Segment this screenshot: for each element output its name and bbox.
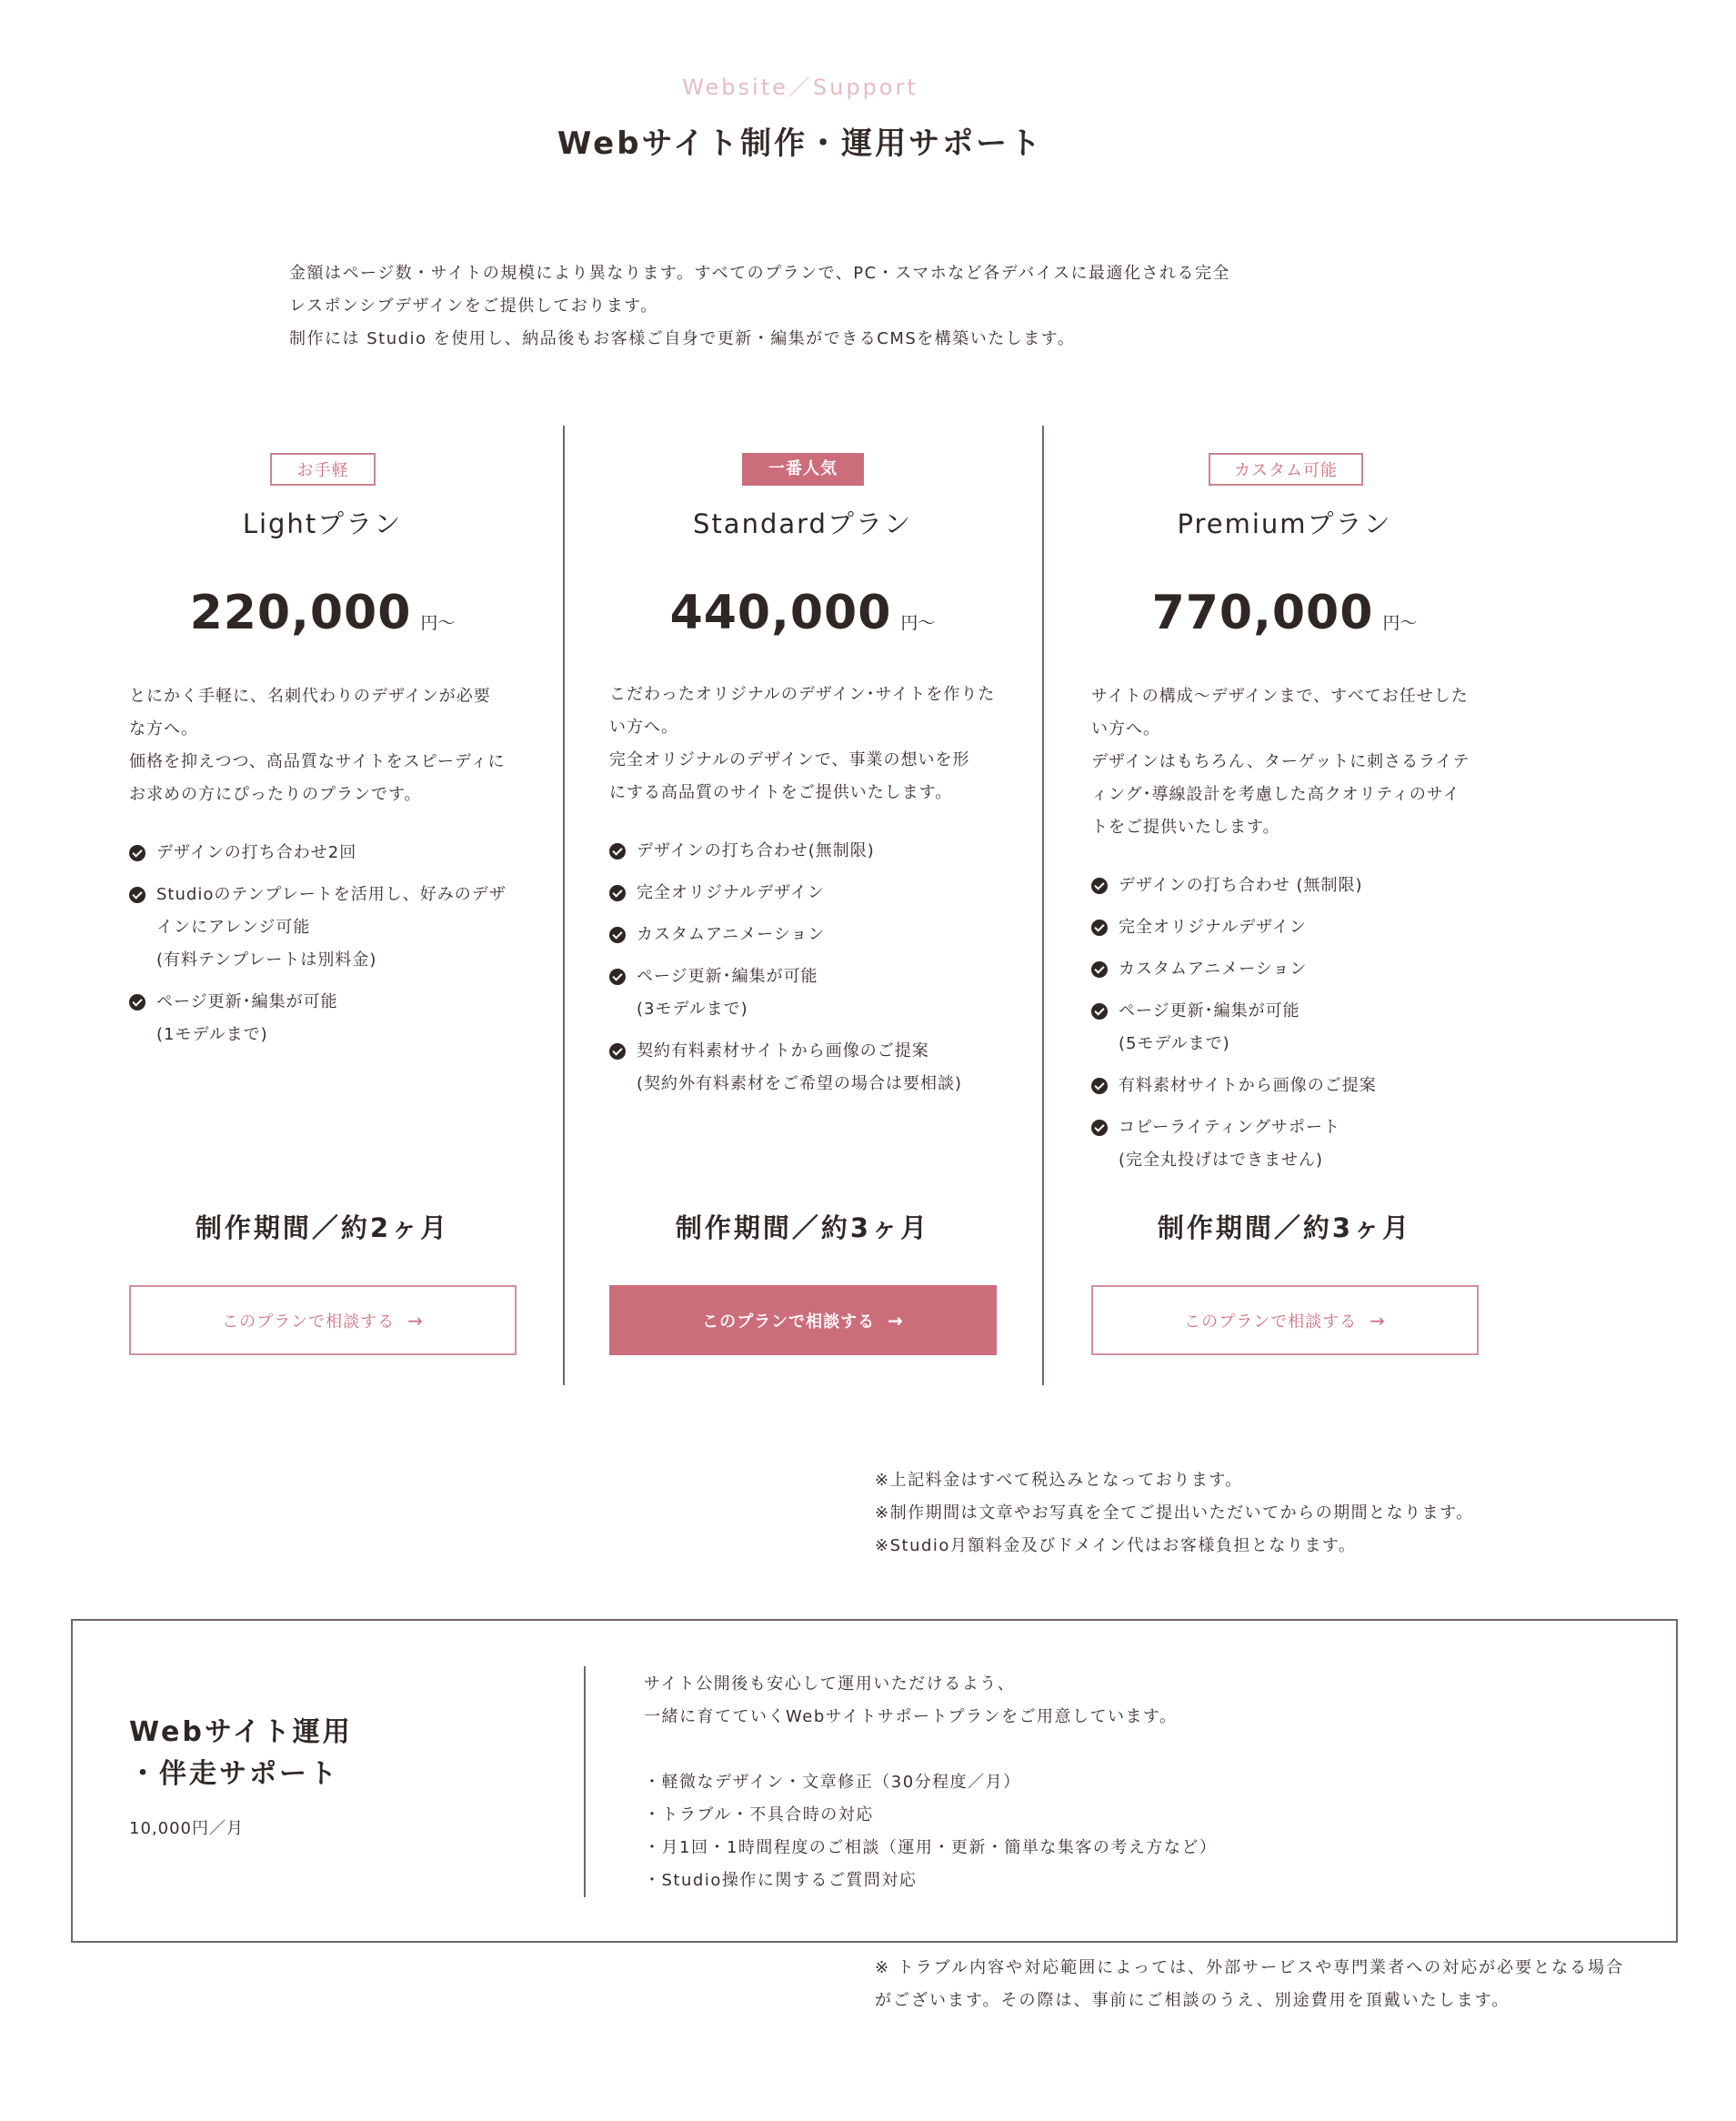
support-title — [129, 1712, 353, 1795]
cta-label: このプランで相談する — [1184, 1312, 1358, 1332]
support-item: ・Studio操作に関するご質問対応 — [644, 1871, 918, 1890]
feature-item — [1091, 1070, 1482, 1102]
price-unit: 円〜 — [900, 613, 936, 633]
plan-price — [1091, 586, 1478, 640]
feature-text: (完全丸投げはできません) — [1119, 1151, 1324, 1170]
plan-description — [1091, 680, 1482, 844]
intro-line: 制作には Studio を使用し、納品後もお客様ご自身で更新・編集ができるCMSを構築いたします。 — [289, 329, 1076, 348]
plan-divider — [563, 426, 565, 1385]
feature-text: (5モデルまで) — [1119, 1034, 1230, 1053]
description-line: にする高品質のサイトをご提供いたします。 — [609, 783, 953, 802]
feature-item — [609, 835, 1000, 868]
feature-text: (1モデルまで) — [156, 1025, 268, 1044]
check-circle-icon — [1091, 1003, 1108, 1020]
feature-text: 有料素材サイトから画像のご提案 — [1119, 1076, 1377, 1095]
feature-text: (契約外有料素材をご希望の場合は要相談) — [637, 1074, 963, 1093]
description-line: トをご提供いたします。 — [1091, 818, 1280, 837]
feature-item — [1091, 870, 1482, 902]
feature-item — [609, 960, 1000, 1026]
support-item: ・トラブル・不具合時の対応 — [644, 1805, 874, 1824]
check-circle-icon — [609, 885, 626, 901]
feature-text: 完全オリジナルデザイン — [1119, 918, 1307, 937]
plan-description — [609, 679, 1000, 809]
cta-label: このプランで相談する — [222, 1312, 396, 1332]
check-circle-icon — [1091, 1078, 1108, 1094]
check-circle-icon — [129, 887, 146, 903]
check-circle-icon — [609, 969, 626, 985]
arrow-right-icon: → — [407, 1309, 424, 1332]
footnote-line: がございます。その際は、事前にご相談のうえ、別途費用を頂戴いたします。 — [875, 1991, 1510, 2010]
check-circle-icon — [1091, 878, 1108, 894]
support-title-line: Webサイト運用 — [129, 1716, 353, 1748]
feature-text: デザインの打ち合わせ(無制限) — [637, 841, 875, 860]
feature-text: Studioのテンプレートを活用し、好みのデザ — [156, 885, 507, 904]
feature-item — [609, 1035, 1000, 1101]
feature-text: ページ更新･編集が可能 — [637, 967, 818, 986]
plan-period: 制作期間／約3ヶ月 — [675, 1212, 930, 1243]
feature-list — [1091, 870, 1482, 1186]
feature-item — [129, 986, 520, 1051]
check-circle-icon — [609, 927, 626, 943]
feature-text: インにアレンジ可能 — [156, 918, 311, 937]
feature-item — [609, 877, 1000, 910]
feature-text: ページ更新･編集が可能 — [156, 992, 338, 1011]
plan-price — [609, 586, 996, 640]
price-amount: 440,000 — [669, 586, 892, 640]
intro-text — [289, 257, 1380, 356]
feature-list — [609, 835, 1000, 1110]
plan-divider — [1042, 426, 1044, 1385]
check-circle-icon — [609, 843, 626, 859]
feature-list — [129, 837, 520, 1060]
description-line: こだわったオリジナルのデザイン･サイトを作りた — [609, 685, 996, 704]
check-circle-icon — [129, 994, 146, 1010]
consult-plan-button[interactable] — [609, 1285, 997, 1355]
feature-item — [1091, 1111, 1482, 1177]
plan-badge: カスタム可能 — [1209, 453, 1363, 486]
plan-badge: お手軽 — [270, 453, 376, 486]
description-line: お求めの方にぴったりのプランです。 — [129, 785, 422, 804]
support-item: ・軽微なデザイン・文章修正（30分程度／月） — [644, 1773, 1021, 1792]
feature-item — [129, 837, 520, 870]
description-line: 完全オリジナルのデザインで、事業の想いを形 — [609, 750, 970, 769]
intro-line: 金額はページ数・サイトの規模により異なります。すべてのプランで、PC・スマホなど各デバイスに最適化される完全 — [289, 264, 1231, 283]
price-unit: 円〜 — [420, 613, 456, 633]
feature-text: (有料テンプレートは別料金) — [156, 950, 377, 970]
description-line: い方へ。 — [1091, 719, 1160, 739]
plan-name: Lightプラン — [242, 508, 403, 539]
note-line: ※制作期間は文章やお写真を全てご提出いただいてからの期間となります。 — [875, 1503, 1474, 1523]
pricing-notes — [875, 1464, 1474, 1563]
intro-line: レスポンシブデザインをご提供しております。 — [289, 297, 658, 316]
feature-text: 契約有料素材サイトから画像のご提案 — [637, 1041, 929, 1060]
description-line: サイトの構成〜デザインまで、すべてお任せした — [1091, 687, 1469, 706]
plan-price — [129, 586, 516, 640]
feature-text: 完全オリジナルデザイン — [637, 883, 825, 902]
support-intro-line: サイト公開後も安心して運用いただけるよう、 — [644, 1674, 1016, 1694]
feature-text: カスタムアニメーション — [637, 925, 826, 944]
support-intro-line: 一緒に育てていくWebサイトサポートプランをご用意しています。 — [644, 1707, 1178, 1726]
arrow-right-icon: → — [1370, 1309, 1386, 1332]
check-circle-icon — [129, 845, 146, 861]
support-description — [644, 1668, 1217, 1897]
feature-text: デザインの打ち合わせ (無制限) — [1119, 876, 1363, 895]
plan-period: 制作期間／約3ヶ月 — [1157, 1212, 1412, 1243]
plan-description — [129, 680, 520, 811]
price-unit: 円〜 — [1382, 613, 1418, 633]
check-circle-icon — [1091, 1120, 1108, 1136]
cta-label: このプランで相談する — [702, 1312, 876, 1332]
plan-badge: 一番人気 — [742, 453, 864, 486]
plan-name: Standardプラン — [693, 508, 912, 539]
support-title-line: ・伴走サポート — [129, 1758, 339, 1790]
feature-item — [1091, 911, 1482, 944]
consult-plan-button[interactable] — [129, 1285, 517, 1355]
note-line: ※Studio月額料金及びドメイン代はお客様負担となります。 — [875, 1536, 1357, 1555]
description-line: 価格を抑えつつ、高品質なサイトをスピーディに — [129, 752, 506, 771]
feature-text: デザインの打ち合わせ2回 — [156, 843, 357, 862]
support-divider — [584, 1666, 586, 1897]
feature-item — [129, 879, 520, 977]
check-circle-icon — [1091, 961, 1108, 978]
description-line: デザインはもちろん、ターゲットに刺さるライテ — [1091, 752, 1470, 771]
section-eyebrow: Website／Support — [682, 75, 918, 100]
note-line: ※上記料金はすべて税込みとなっております。 — [875, 1471, 1243, 1490]
feature-text: (3モデルまで) — [637, 1000, 748, 1019]
support-price: 10,000円／月 — [129, 1819, 244, 1838]
feature-item — [1091, 953, 1482, 986]
feature-text: ページ更新･編集が可能 — [1119, 1001, 1300, 1020]
feature-text: コピーライティングサポート — [1119, 1118, 1340, 1137]
plan-period: 制作期間／約2ヶ月 — [195, 1212, 450, 1243]
section-title: Webサイト制作・運用サポート — [557, 126, 1044, 162]
price-amount: 220,000 — [189, 586, 412, 640]
plan-name: Premiumプラン — [1177, 508, 1392, 539]
consult-plan-button[interactable] — [1091, 1285, 1479, 1355]
description-line: とにかく手軽に、名刺代わりのデザインが必要 — [129, 687, 491, 706]
feature-text: カスタムアニメーション — [1119, 960, 1308, 979]
price-amount: 770,000 — [1151, 586, 1374, 640]
footnote-line: ※ トラブル内容や対応範囲によっては、外部サービスや専門業者への対応が必要となる場合 — [875, 1958, 1625, 1977]
check-circle-icon — [609, 1043, 626, 1060]
arrow-right-icon: → — [888, 1309, 904, 1332]
check-circle-icon — [1091, 920, 1108, 936]
description-line: ィング･導線設計を考慮した高クオリティのサイ — [1091, 785, 1460, 804]
support-item: ・月1回・1時間程度のご相談（運用・更新・簡単な集客の考え方など） — [644, 1838, 1218, 1857]
description-line: い方へ。 — [609, 718, 678, 737]
feature-item — [1091, 995, 1482, 1060]
support-footnote — [875, 1952, 1624, 2017]
description-line: な方へ。 — [129, 719, 198, 739]
feature-item — [609, 919, 1000, 951]
support-plan-box — [71, 1619, 1678, 1943]
